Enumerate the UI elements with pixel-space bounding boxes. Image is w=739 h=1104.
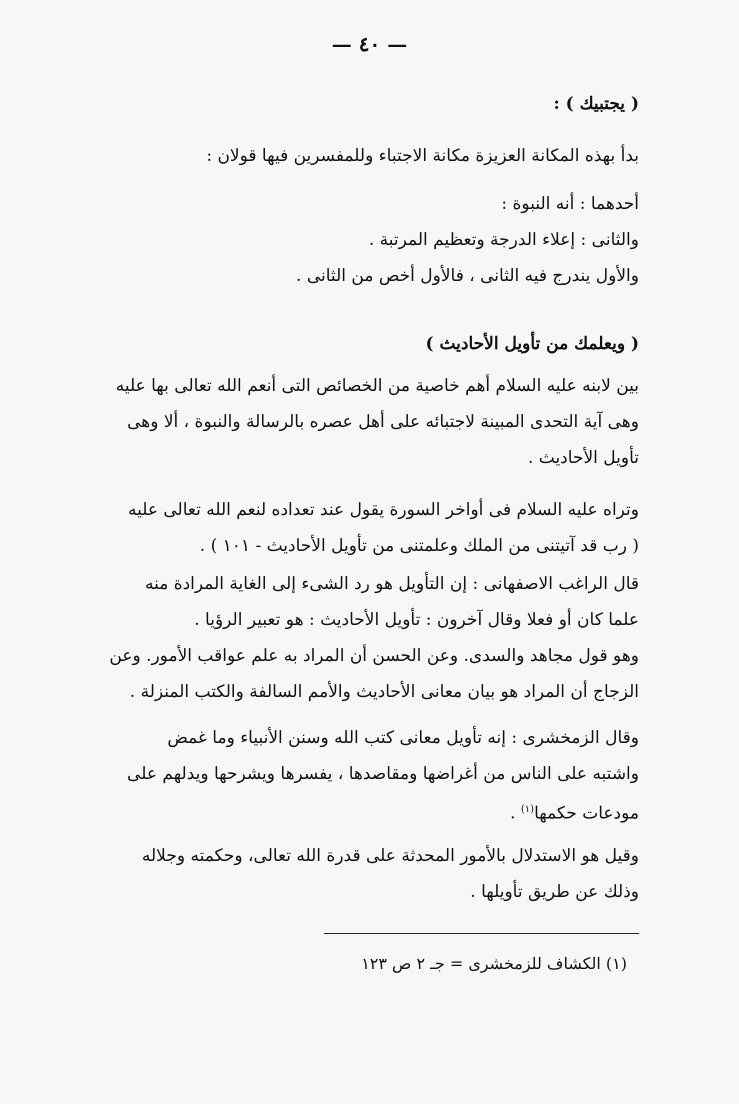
heading-text: ( يجتبيك ) : [553, 94, 639, 114]
paragraph-5 [100, 838, 639, 910]
paragraph-1 [100, 368, 639, 476]
paragraph-4 [100, 720, 639, 832]
opinion-3: والأول يندرج فيه الثانى ، فالأول أخص من الثانى . [296, 266, 639, 286]
footnote: (١) الكشاف للزمخشرى = جـ ٢ ص ١٢٣ [361, 954, 627, 973]
paragraph-line: وقيل هو الاستدلال بالأمور المحدثة على قدرة الله تعالى، وحكمته وجلاله [141, 846, 639, 866]
paragraph-line: تأويل الأحاديث . [527, 448, 639, 468]
paragraph-line: واشتبه على الناس من أغراضها ومقاصدها ، يفسرها ويشرحها ويدلهم على [127, 764, 639, 784]
heading-tawil [100, 326, 639, 362]
opinion-2: والثانى : إعلاء الدرجة وتعظيم المرتبة . [368, 230, 639, 250]
paragraph-line: علما كان أو فعلا وقال آخرون : تأويل الأحاديث : هو تعبير الرؤيا . [194, 610, 639, 630]
paragraph-line: وهو قول مجاهد والسدى. وعن الحسن أن المراد به علم عواقب الأمور. وعن [109, 646, 639, 666]
paragraph-line: قال الراغب الاصفهانى : إن التأويل هو رد الشىء إلى الغاية المرادة منه [144, 574, 639, 594]
paragraph-line: الزجاج أن المراد هو بيان معانى الأحاديث والأمم السالفة والكتب المنزلة . [129, 682, 639, 702]
paragraph-line: بين لابنه عليه السلام أهم خاصية من الخصائص التى أنعم الله تعالى بها عليه [115, 376, 639, 396]
heading-yajtabik [100, 86, 639, 122]
heading-text: ( ويعلمك من تأويل الأحاديث ) [425, 334, 639, 354]
paragraph-line: وقال الزمخشرى : إنه تأويل معانى كتب الله وسنن الأنبياء وما غمض [167, 728, 639, 748]
paragraph-line: وذلك عن طريق تأويلها . [470, 882, 639, 902]
paragraph-text: مودعات حكمها [534, 803, 639, 824]
footnote-marker[interactable]: (١) [520, 804, 535, 815]
page-number: — ٤٠ — [331, 32, 408, 56]
intro-line: بدأ بهذه المكانة العزيزة مكانة الاجتباء وللمفسرين فيها قولان : [206, 146, 639, 166]
paragraph-line: وهى آية التحدى المبينة لاجتبائه على أهل عصره بالرسالة والنبوة ، ألا وهى [127, 412, 639, 432]
paragraph-3 [100, 566, 639, 710]
paragraph-line: وتراه عليه السلام فى أواخر السورة يقول عند تعداده لنعم الله تعالى عليه [127, 500, 639, 520]
footnote-divider [324, 933, 639, 934]
intro-paragraph [100, 138, 639, 174]
opinion-1: أحدهما : أنه النبوة : [501, 194, 639, 214]
paragraph-2 [100, 492, 639, 564]
paragraph-line: ( رب قد آتيتنى من الملك وعلمتنى من تأويل الأحاديث - ١٠١ ) . [199, 536, 639, 556]
paragraph-end: . [510, 803, 521, 824]
opinions-list [100, 186, 639, 294]
paragraph-line-last [100, 792, 639, 832]
